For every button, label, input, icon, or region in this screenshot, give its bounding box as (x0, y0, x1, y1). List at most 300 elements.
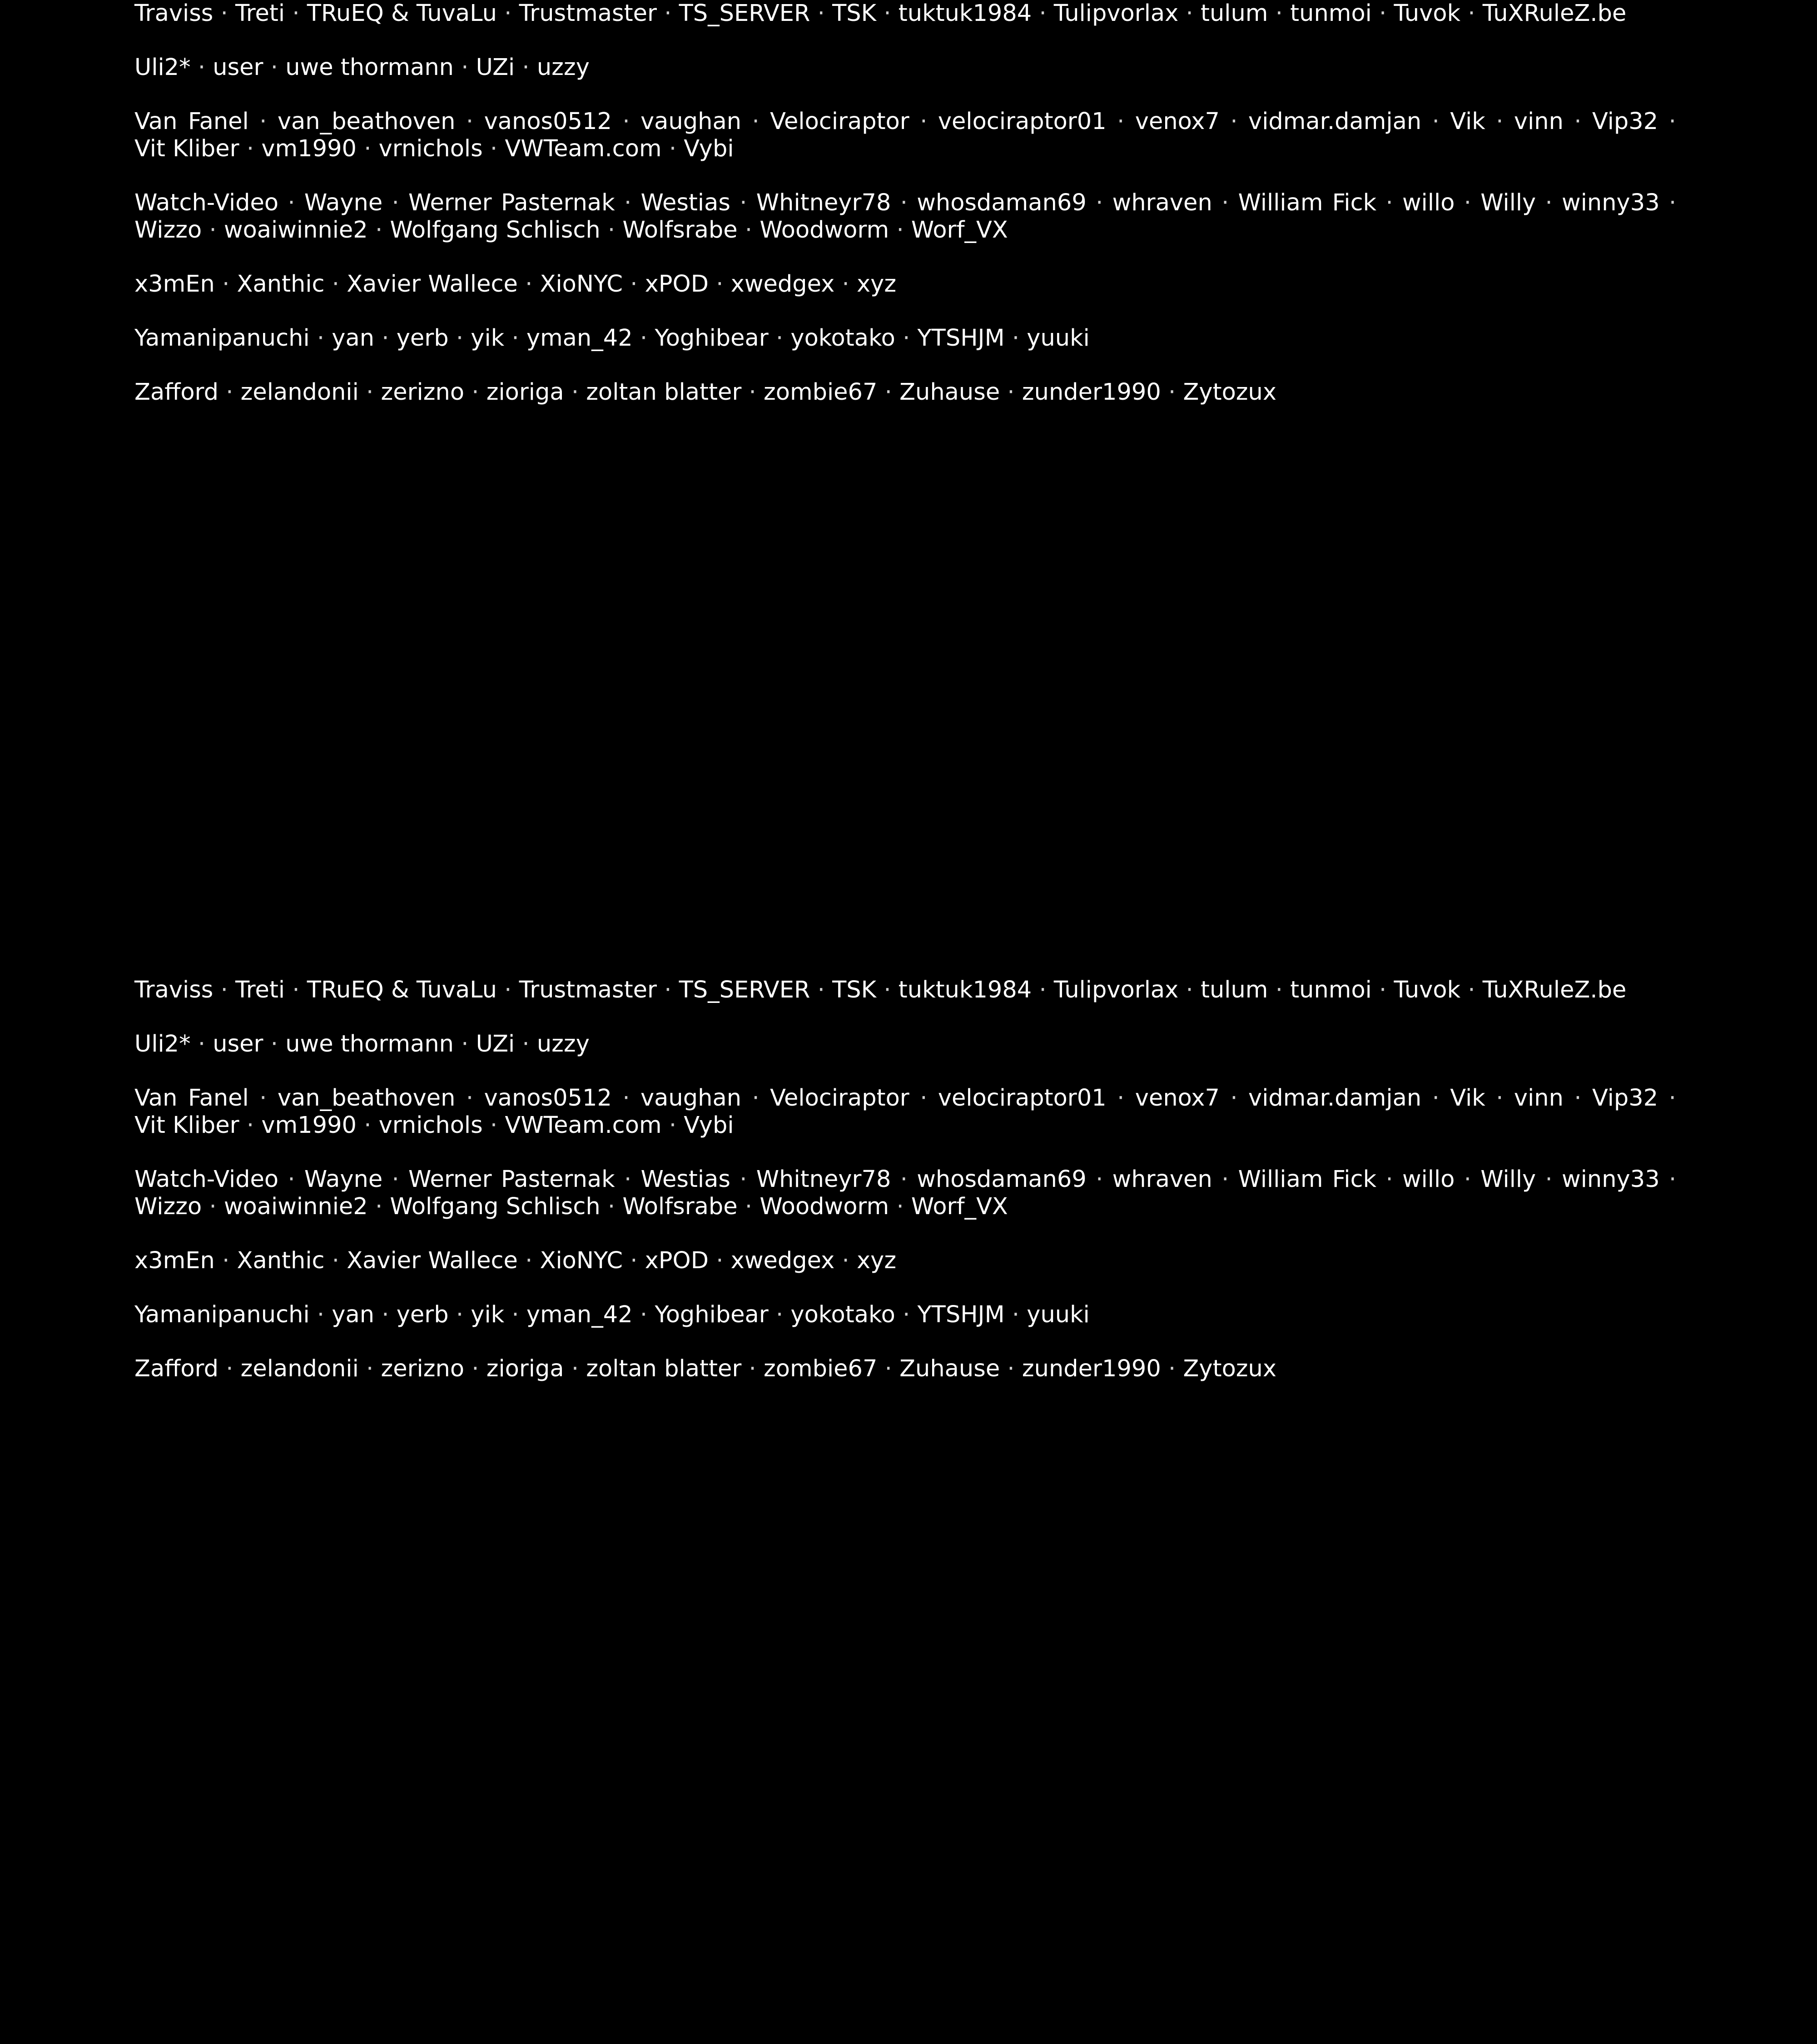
name-separator: · (198, 54, 206, 81)
credit-name: Woodworm (760, 1193, 889, 1220)
credit-name: yan (332, 1301, 375, 1328)
name-separator: · (1039, 977, 1047, 1003)
name-separator: · (842, 1247, 849, 1274)
name-separator: · (640, 325, 648, 352)
name-separator: · (842, 271, 849, 298)
name-separator: · (896, 217, 904, 243)
credit-name: VWTeam.com (505, 135, 662, 162)
credits-viewport-top[interactable] (0, 0, 1817, 963)
credit-name: willo (1402, 1166, 1455, 1193)
name-separator: · (1464, 189, 1471, 216)
credit-name: yik (471, 1301, 505, 1328)
credit-name: Watch-Video (134, 1166, 279, 1193)
credit-name: Trustmaster (519, 0, 657, 27)
credit-name: uwe thormann (285, 1031, 454, 1057)
name-separator: · (1230, 1085, 1238, 1111)
name-separator: · (490, 135, 498, 162)
credits-viewport-bottom[interactable] (0, 977, 1817, 2044)
name-separator: · (749, 379, 756, 406)
name-separator: · (392, 1166, 399, 1193)
credit-name: vaughan (640, 108, 742, 135)
credit-name: TuXRuleZ.be (1482, 977, 1627, 1003)
credit-name: Vip32 (1592, 1085, 1658, 1111)
credit-name: woaiwinnie2 (223, 217, 368, 243)
credit-name: zombie67 (763, 379, 878, 406)
credits-paragraph-y (134, 325, 1676, 352)
credit-name: zioriga (486, 379, 564, 406)
credit-name: Zuhause (899, 1355, 1000, 1382)
credit-name: zelandonii (240, 1355, 359, 1382)
credit-name: zunder1990 (1022, 379, 1161, 406)
name-separator: · (1432, 1085, 1440, 1111)
name-separator: · (624, 1166, 632, 1193)
name-separator: · (226, 379, 233, 406)
credit-name: vrnichols (378, 1112, 483, 1139)
credit-name: Westias (640, 1166, 730, 1193)
name-separator: · (920, 1085, 928, 1111)
credit-name: Watch-Video (134, 189, 279, 216)
name-separator: · (903, 325, 910, 352)
credit-name: Vybi (684, 135, 734, 162)
credits-paragraph-u (134, 1031, 1676, 1058)
credit-name: UZi (476, 54, 515, 81)
credits-paragraph-v (134, 108, 1676, 163)
credits-paragraph-z (134, 379, 1676, 406)
credit-name: Tuvok (1394, 0, 1461, 27)
credit-name: woaiwinnie2 (223, 1193, 368, 1220)
name-separator: · (740, 189, 747, 216)
name-separator: · (461, 1031, 469, 1057)
name-separator: · (630, 1247, 638, 1274)
name-separator: · (622, 1085, 630, 1111)
credit-name: vinn (1514, 1085, 1564, 1111)
credit-name: vanos0512 (484, 108, 612, 135)
name-separator: · (366, 1355, 374, 1382)
credit-name: UZi (476, 1031, 515, 1057)
credit-name: Yamanipanuchi (134, 325, 310, 352)
credit-name: yman_42 (526, 325, 633, 352)
credits-paragraph-t (134, 0, 1676, 27)
credit-name: Trustmaster (519, 977, 657, 1003)
credit-name: Traviss (134, 0, 213, 27)
credit-name: Tulipvorlax (1053, 0, 1179, 27)
credit-name: zombie67 (763, 1355, 878, 1382)
credit-name: Van Fanel (134, 108, 249, 135)
name-separator: · (749, 1355, 756, 1382)
name-separator: · (817, 977, 825, 1003)
credit-name: xyz (856, 1247, 897, 1274)
credit-name: vanos0512 (484, 1085, 612, 1111)
name-separator: · (1230, 108, 1238, 135)
name-separator: · (1385, 189, 1393, 216)
name-separator: · (1668, 1166, 1677, 1193)
name-separator: · (525, 271, 533, 298)
credit-name: Zytozux (1183, 379, 1277, 406)
name-separator: · (1096, 189, 1103, 216)
credits-paragraph-z (134, 1355, 1676, 1383)
credit-name: zioriga (486, 1355, 564, 1382)
credit-name: yik (471, 325, 505, 352)
name-separator: · (817, 0, 825, 27)
credit-name: vidmar.damjan (1248, 108, 1422, 135)
name-separator: · (392, 189, 399, 216)
name-separator: · (364, 1112, 372, 1139)
credit-name: Zuhause (899, 379, 1000, 406)
name-separator: · (1117, 108, 1125, 135)
name-separator: · (1168, 379, 1176, 406)
name-separator: · (745, 1193, 753, 1220)
name-separator: · (456, 1301, 464, 1328)
name-separator: · (664, 977, 672, 1003)
name-separator: · (1496, 1085, 1504, 1111)
name-separator: · (511, 325, 519, 352)
credit-name: Uli2* (134, 1031, 191, 1057)
name-separator: · (752, 1085, 760, 1111)
name-separator: · (716, 1247, 724, 1274)
name-separator: · (472, 379, 479, 406)
name-separator: · (220, 977, 228, 1003)
name-separator: · (504, 0, 512, 27)
name-separator: · (1012, 1301, 1020, 1328)
name-separator: · (270, 1031, 278, 1057)
credit-name: whraven (1112, 1166, 1212, 1193)
credit-name: TS_SERVER (679, 977, 810, 1003)
name-separator: · (1545, 189, 1553, 216)
credit-name: willo (1402, 189, 1455, 216)
name-separator: · (1275, 0, 1283, 27)
credit-name: Wolfgang Schlisch (390, 217, 601, 243)
name-separator: · (317, 1301, 325, 1328)
credits-paragraph-v (134, 1085, 1676, 1139)
credit-name: yman_42 (526, 1301, 633, 1328)
credit-name: Vit Kliber (134, 135, 239, 162)
credit-name: Vybi (684, 1112, 734, 1139)
credit-name: Wayne (304, 189, 383, 216)
name-separator: · (288, 189, 295, 216)
name-separator: · (1668, 108, 1676, 135)
credit-name: vidmar.damjan (1248, 1085, 1422, 1111)
credit-name: tunmoi (1290, 977, 1372, 1003)
name-separator: · (1385, 1166, 1393, 1193)
name-separator: · (364, 135, 372, 162)
name-separator: · (1221, 189, 1229, 216)
credit-name: vaughan (640, 1085, 742, 1111)
name-separator: · (1096, 1166, 1103, 1193)
credit-name: TS_SERVER (679, 0, 810, 27)
credit-name: Traviss (134, 977, 213, 1003)
name-separator: · (1379, 0, 1387, 27)
credit-name: whosdaman69 (917, 1166, 1087, 1193)
credit-name: Zafford (134, 379, 218, 406)
credit-name: YTSHJM (917, 325, 1005, 352)
credit-name: Vik (1450, 108, 1485, 135)
name-separator: · (624, 189, 632, 216)
credit-name: uzzy (536, 1031, 590, 1057)
name-separator: · (1275, 977, 1283, 1003)
name-separator: · (522, 1031, 530, 1057)
credits-paragraph-x (134, 271, 1676, 298)
credit-name: yerb (396, 1301, 449, 1328)
credit-name: Yoghibear (655, 1301, 769, 1328)
credit-name: tuktuk1984 (898, 977, 1032, 1003)
credit-name: vm1990 (261, 1112, 357, 1139)
credit-name: xPOD (645, 271, 709, 298)
name-separator: · (1379, 977, 1387, 1003)
credit-name: TuXRuleZ.be (1482, 0, 1627, 27)
name-separator: · (317, 325, 325, 352)
credit-name: Wizzo (134, 1193, 202, 1220)
name-separator: · (740, 1166, 747, 1193)
credit-name: xyz (856, 271, 897, 298)
name-separator: · (884, 379, 892, 406)
credit-name: venox7 (1135, 1085, 1220, 1111)
credit-name: Xanthic (237, 1247, 325, 1274)
credit-name: Velociraptor (770, 1085, 909, 1111)
name-separator: · (1432, 108, 1440, 135)
credit-name: van_beathoven (277, 108, 456, 135)
credits-paragraph-y (134, 1301, 1676, 1329)
name-separator: · (375, 217, 383, 243)
credit-name: Vit Kliber (134, 1112, 239, 1139)
credit-name: xwedgex (730, 271, 835, 298)
credit-name: Willy (1480, 1166, 1536, 1193)
name-separator: · (1012, 325, 1020, 352)
credits-paragraph-w (134, 1166, 1676, 1220)
name-separator: · (884, 0, 891, 27)
name-separator: · (745, 217, 753, 243)
credit-name: YTSHJM (917, 1301, 1005, 1328)
credit-name: Whitneyr78 (756, 189, 891, 216)
credit-name: x3mEn (134, 271, 215, 298)
name-separator: · (1574, 108, 1582, 135)
credit-name: uzzy (536, 54, 590, 81)
credit-name: Uli2* (134, 54, 191, 81)
name-separator: · (903, 1301, 910, 1328)
name-separator: · (246, 1112, 254, 1139)
credit-name: x3mEn (134, 1247, 215, 1274)
credit-name: user (213, 54, 263, 81)
name-separator: · (775, 1301, 784, 1328)
credit-name: Xavier Wallece (347, 271, 518, 298)
name-separator: · (571, 379, 579, 406)
credits-paragraph-t (134, 977, 1676, 1004)
credit-name: yokotako (790, 1301, 895, 1328)
name-separator: · (246, 135, 254, 162)
name-separator: · (664, 0, 672, 27)
credit-name: William Fick (1238, 1166, 1377, 1193)
credit-name: Zytozux (1183, 1355, 1277, 1382)
credit-name: vm1990 (261, 135, 357, 162)
name-separator: · (270, 54, 278, 81)
name-separator: · (220, 0, 228, 27)
credit-name: zelandonii (240, 379, 359, 406)
name-separator: · (1545, 1166, 1553, 1193)
name-separator: · (222, 271, 230, 298)
credit-name: tunmoi (1290, 0, 1372, 27)
name-separator: · (456, 325, 464, 352)
credit-name: Werner Pasternak (408, 189, 615, 216)
credit-name: zerizno (381, 379, 465, 406)
credit-name: vrnichols (378, 135, 483, 162)
name-separator: · (375, 1193, 383, 1220)
credit-name: vinn (1514, 108, 1564, 135)
name-separator: · (1186, 977, 1193, 1003)
credit-name: venox7 (1135, 108, 1220, 135)
credit-name: Tuvok (1394, 977, 1461, 1003)
name-separator: · (466, 108, 474, 135)
credit-name: William Fick (1238, 189, 1377, 216)
name-separator: · (622, 108, 630, 135)
name-separator: · (607, 1193, 616, 1220)
name-separator: · (1007, 1355, 1015, 1382)
credit-name: zoltan blatter (586, 379, 742, 406)
name-separator: · (571, 1355, 579, 1382)
name-separator: · (900, 189, 908, 216)
name-separator: · (522, 54, 530, 81)
credit-name: TRuEQ & TuvaLu (307, 977, 497, 1003)
credit-name: xPOD (645, 1247, 709, 1274)
credit-name: Yoghibear (655, 325, 769, 352)
credit-name: Yamanipanuchi (134, 1301, 310, 1328)
name-separator: · (332, 271, 339, 298)
credit-name: yokotako (790, 325, 895, 352)
credits-list-bottom (134, 977, 1676, 1444)
name-separator: · (259, 108, 267, 135)
name-separator: · (332, 1247, 339, 1274)
credit-name: Wolfsrabe (622, 217, 738, 243)
credit-name: Velociraptor (770, 108, 909, 135)
name-separator: · (1468, 977, 1475, 1003)
name-separator: · (209, 1193, 217, 1220)
name-separator: · (920, 108, 928, 135)
credit-name: Treti (235, 0, 285, 27)
name-separator: · (198, 1031, 206, 1057)
credit-name: XioNYC (540, 1247, 623, 1274)
credit-name: tulum (1200, 977, 1268, 1003)
credit-name: Worf_VX (911, 217, 1008, 243)
credit-name: Tulipvorlax (1053, 977, 1179, 1003)
name-separator: · (466, 1085, 474, 1111)
name-separator: · (1468, 0, 1475, 27)
credit-name: Wayne (304, 1166, 383, 1193)
name-separator: · (669, 1112, 677, 1139)
credit-name: velociraptor01 (938, 1085, 1107, 1111)
credit-name: user (213, 1031, 263, 1057)
name-separator: · (292, 977, 300, 1003)
name-separator: · (1464, 1166, 1471, 1193)
name-separator: · (900, 1166, 908, 1193)
name-separator: · (461, 54, 469, 81)
credits-paragraph-u (134, 54, 1676, 81)
credit-name: yan (332, 325, 375, 352)
credit-name: Woodworm (760, 217, 889, 243)
credit-name: Werner Pasternak (408, 1166, 615, 1193)
credit-name: whosdaman69 (917, 189, 1087, 216)
name-separator: · (382, 325, 389, 352)
credit-name: uwe thormann (285, 54, 454, 81)
name-separator: · (775, 325, 784, 352)
credit-name: Vik (1450, 1085, 1485, 1111)
name-separator: · (366, 379, 374, 406)
name-separator: · (525, 1247, 533, 1274)
name-separator: · (1039, 0, 1047, 27)
credit-name: TSK (832, 977, 877, 1003)
credit-name: yuuki (1027, 325, 1090, 352)
credit-name: Xanthic (237, 271, 325, 298)
credit-name: winny33 (1562, 189, 1660, 216)
name-separator: · (222, 1247, 230, 1274)
name-separator: · (1496, 108, 1504, 135)
credit-name: Wizzo (134, 217, 202, 243)
credit-name: xwedgex (730, 1247, 835, 1274)
credits-list-top (134, 0, 1676, 468)
credit-name: van_beathoven (277, 1085, 456, 1111)
name-separator: · (1221, 1166, 1229, 1193)
name-separator: · (1668, 189, 1677, 216)
credit-name: Worf_VX (911, 1193, 1008, 1220)
name-separator: · (382, 1301, 389, 1328)
name-separator: · (511, 1301, 519, 1328)
credit-name: Westias (640, 189, 730, 216)
credit-name: Xavier Wallece (347, 1247, 518, 1274)
name-separator: · (669, 135, 677, 162)
name-separator: · (640, 1301, 648, 1328)
credit-name: velociraptor01 (938, 108, 1107, 135)
name-separator: · (1168, 1355, 1176, 1382)
name-separator: · (1186, 0, 1193, 27)
name-separator: · (1574, 1085, 1582, 1111)
name-separator: · (1117, 1085, 1125, 1111)
name-separator: · (884, 1355, 892, 1382)
credit-name: zunder1990 (1022, 1355, 1161, 1382)
credit-name: Willy (1480, 189, 1536, 216)
credit-name: zerizno (381, 1355, 465, 1382)
name-separator: · (288, 1166, 295, 1193)
credit-name: VWTeam.com (505, 1112, 662, 1139)
name-separator: · (896, 1193, 904, 1220)
credit-name: TSK (832, 0, 877, 27)
credit-name: whraven (1112, 189, 1212, 216)
name-separator: · (1007, 379, 1015, 406)
credit-name: TRuEQ & TuvaLu (307, 0, 497, 27)
name-separator: · (504, 977, 512, 1003)
credits-paragraph-x (134, 1247, 1676, 1275)
name-separator: · (752, 108, 760, 135)
name-separator: · (884, 977, 891, 1003)
name-separator: · (607, 217, 616, 243)
credit-name: tuktuk1984 (898, 0, 1032, 27)
credit-name: Wolfgang Schlisch (390, 1193, 601, 1220)
credit-name: tulum (1200, 0, 1268, 27)
name-separator: · (292, 0, 300, 27)
credit-name: Wolfsrabe (622, 1193, 738, 1220)
name-separator: · (1668, 1085, 1676, 1111)
name-separator: · (472, 1355, 479, 1382)
name-separator: · (490, 1112, 498, 1139)
credit-name: yerb (396, 325, 449, 352)
name-separator: · (630, 271, 638, 298)
credits-paragraph-w (134, 189, 1676, 244)
name-separator: · (226, 1355, 233, 1382)
credit-name: Whitneyr78 (756, 1166, 891, 1193)
name-separator: · (716, 271, 724, 298)
credit-name: yuuki (1027, 1301, 1090, 1328)
name-separator: · (209, 217, 217, 243)
credit-name: Zafford (134, 1355, 218, 1382)
name-separator: · (259, 1085, 267, 1111)
credit-name: XioNYC (540, 271, 623, 298)
credit-name: Van Fanel (134, 1085, 249, 1111)
